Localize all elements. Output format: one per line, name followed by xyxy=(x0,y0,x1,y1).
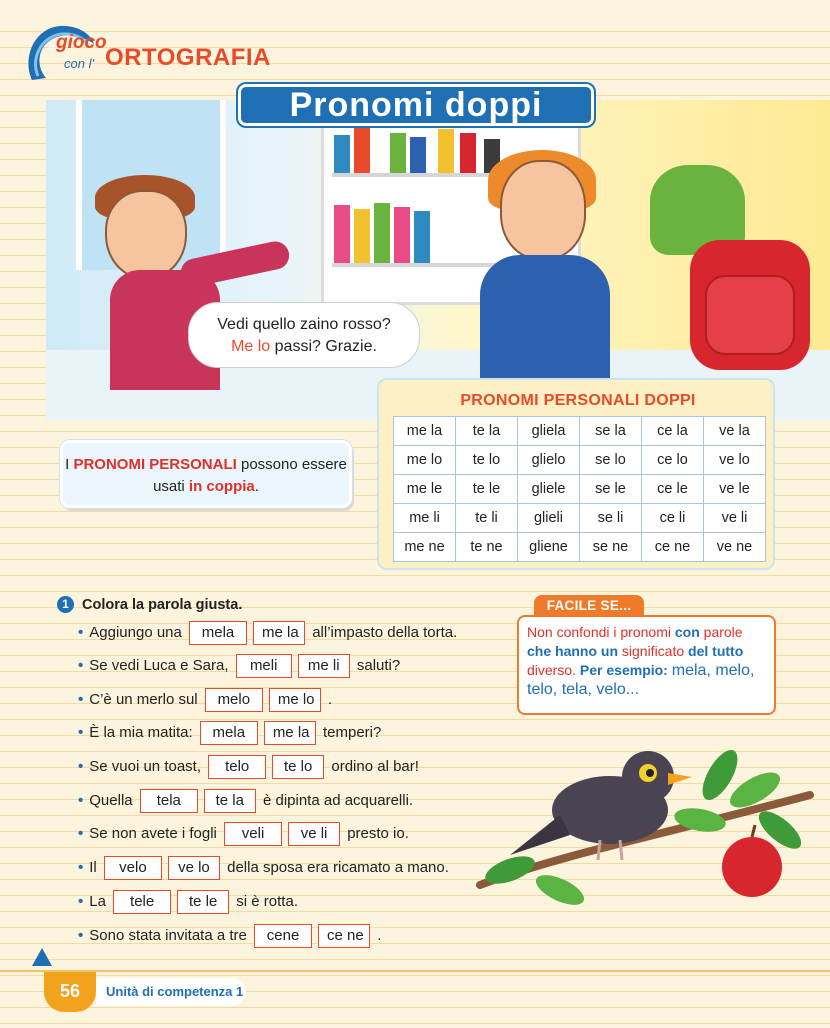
bullet-icon: • xyxy=(78,927,84,944)
page-number: 56 xyxy=(44,972,96,1012)
exercise-item xyxy=(78,922,381,950)
option-word[interactable]: ce ne xyxy=(318,924,370,948)
logo-con-text: con l' xyxy=(64,56,94,71)
facile-text: con xyxy=(674,624,700,640)
option-word[interactable]: mela xyxy=(200,721,258,745)
option-word[interactable]: te le xyxy=(177,890,229,914)
item-after: saluti? xyxy=(356,657,401,674)
unit-number: 1 xyxy=(236,984,244,999)
logo-ortografia-text: ORTOGRAFIA xyxy=(105,44,271,71)
table-cell: ce ne xyxy=(642,533,704,562)
bullet-icon: • xyxy=(78,792,84,809)
boy-right-head xyxy=(500,160,586,260)
option-word[interactable]: me lo xyxy=(269,688,321,712)
book xyxy=(460,133,476,173)
exercise-item xyxy=(78,753,419,781)
table-cell: se la xyxy=(580,417,642,446)
table-cell: me le xyxy=(394,475,456,504)
boy-left-head xyxy=(105,190,187,280)
table-cell: ce li xyxy=(642,504,704,533)
option-word[interactable]: tela xyxy=(140,789,198,813)
bullet-icon: • xyxy=(78,691,84,708)
unit-label xyxy=(96,978,246,1006)
table-cell: ce la xyxy=(642,417,704,446)
definition-box xyxy=(60,440,352,508)
table-cell: glielo xyxy=(518,446,580,475)
pronouns-box xyxy=(377,378,775,570)
speech-line-2 xyxy=(189,336,419,358)
table-cell: te ne xyxy=(456,533,518,562)
item-before: Il xyxy=(89,859,97,876)
speech-line-1: Vedi quello zaino rosso? xyxy=(217,316,391,333)
item-before: C’è un merlo sul xyxy=(89,691,198,708)
logo-in-text: in xyxy=(48,42,58,54)
definition-highlight: PRONOMI PERSONALI xyxy=(73,456,237,473)
book xyxy=(334,135,350,173)
book xyxy=(410,137,426,173)
option-word[interactable]: meli xyxy=(236,654,292,678)
item-after: presto io. xyxy=(347,825,409,842)
pronouns-table xyxy=(393,416,766,562)
bullet-icon: • xyxy=(78,825,84,842)
logo-gioco-text: gioco xyxy=(56,32,107,53)
table-cell: te la xyxy=(456,417,518,446)
option-word[interactable]: cene xyxy=(254,924,312,948)
exercise-title: Colora la parola giusta. xyxy=(82,597,243,613)
table-cell: glieli xyxy=(518,504,580,533)
book xyxy=(354,209,370,263)
table-cell: me ne xyxy=(394,533,456,562)
table-row xyxy=(394,533,766,562)
table-cell: te lo xyxy=(456,446,518,475)
exercise-item xyxy=(78,820,409,848)
definition-part: possono essere usati xyxy=(153,456,347,495)
item-before: Quella xyxy=(89,792,133,809)
option-word[interactable]: ve lo xyxy=(168,856,220,880)
option-word[interactable]: veli xyxy=(224,822,282,846)
exercise-item xyxy=(78,854,449,882)
option-word[interactable]: velo xyxy=(104,856,162,880)
facile-tab: FACILE SE... xyxy=(534,595,644,617)
exercise-item xyxy=(78,619,457,647)
facile-text: Non confondi i pronomi xyxy=(527,624,675,640)
exercise-item xyxy=(78,787,413,815)
option-word[interactable]: mela xyxy=(189,621,247,645)
definition-part: I xyxy=(65,456,74,473)
item-after: si è rotta. xyxy=(236,893,298,910)
item-before: Aggiungo una xyxy=(89,624,182,641)
facile-text: diverso. xyxy=(527,662,580,678)
table-cell: gliela xyxy=(518,417,580,446)
definition-highlight: in coppia xyxy=(188,478,255,495)
option-word[interactable]: tele xyxy=(113,890,171,914)
bullet-icon: • xyxy=(78,893,84,910)
table-row xyxy=(394,417,766,446)
bullet-icon: • xyxy=(78,624,84,641)
table-cell: se le xyxy=(580,475,642,504)
speech-bubble xyxy=(188,302,420,368)
item-before: Sono stata invitata a tre xyxy=(89,927,247,944)
option-word[interactable]: me la xyxy=(253,621,305,645)
page-title: Pronomi doppi xyxy=(238,84,594,126)
table-cell: se li xyxy=(580,504,642,533)
option-word[interactable]: me li xyxy=(298,654,350,678)
exercise-item xyxy=(78,686,332,714)
facile-text: Per esempio: xyxy=(579,662,672,678)
book xyxy=(390,133,406,173)
definition-part: . xyxy=(254,478,259,495)
option-word[interactable]: ve li xyxy=(288,822,340,846)
speech-highlight: Me lo xyxy=(231,338,271,355)
exercise-item xyxy=(78,719,381,747)
table-cell: te le xyxy=(456,475,518,504)
item-before: È la mia matita: xyxy=(89,724,193,741)
table-row xyxy=(394,504,766,533)
table-cell: se lo xyxy=(580,446,642,475)
facile-box xyxy=(517,615,776,715)
table-cell: ce le xyxy=(642,475,704,504)
footer-divider xyxy=(0,970,830,972)
bullet-icon: • xyxy=(78,724,84,741)
item-after: . xyxy=(328,691,333,708)
item-after: temperi? xyxy=(322,724,382,741)
book xyxy=(334,205,350,263)
item-after: all’impasto della torta. xyxy=(312,624,458,641)
table-row xyxy=(394,475,766,504)
item-after: . xyxy=(377,927,382,944)
item-before: Se non avete i fogli xyxy=(89,825,217,842)
speech-line-2-rest: passi? Grazie. xyxy=(270,338,377,355)
table-cell: ve la xyxy=(704,417,766,446)
facile-text: significato xyxy=(618,643,689,659)
bullet-icon: • xyxy=(78,859,84,876)
book xyxy=(438,129,454,173)
table-cell: te li xyxy=(456,504,518,533)
table-cell: me li xyxy=(394,504,456,533)
red-backpack-pocket xyxy=(705,275,795,355)
facile-text: parole xyxy=(699,624,743,640)
table-cell: ve lo xyxy=(704,446,766,475)
table-cell: me lo xyxy=(394,446,456,475)
option-word[interactable]: te la xyxy=(204,789,256,813)
facile-text: che hanno un xyxy=(527,643,618,659)
unit-text: Unità di competenza xyxy=(106,984,233,999)
table-cell: gliele xyxy=(518,475,580,504)
exercise-item xyxy=(78,652,400,680)
table-cell: ve ne xyxy=(704,533,766,562)
item-before: Se vuoi un toast, xyxy=(89,758,202,775)
facile-text: del tutto xyxy=(688,643,744,659)
exercise-item xyxy=(78,888,298,916)
book xyxy=(394,207,410,263)
option-word[interactable]: telo xyxy=(208,755,266,779)
item-after: è dipinta ad acquarelli. xyxy=(262,792,414,809)
table-cell: ce lo xyxy=(642,446,704,475)
blackbird-on-branch-illustration xyxy=(470,735,820,935)
exercise-number: 1 xyxy=(57,596,74,613)
option-word[interactable]: melo xyxy=(205,688,263,712)
table-cell: se ne xyxy=(580,533,642,562)
item-before: Se vedi Luca e Sara, xyxy=(89,657,229,674)
bullet-icon: • xyxy=(78,758,84,775)
pronouns-title: PRONOMI PERSONALI DOPPI xyxy=(460,392,696,409)
option-word[interactable]: me la xyxy=(264,721,316,745)
table-row xyxy=(394,446,766,475)
facile-examples: mela, melo, telo, tela, velo... xyxy=(527,662,755,698)
table-cell: me la xyxy=(394,417,456,446)
option-word[interactable]: te lo xyxy=(272,755,324,779)
table-cell: ve le xyxy=(704,475,766,504)
boy-right-body xyxy=(480,255,610,385)
item-before: La xyxy=(89,893,106,910)
bullet-icon: • xyxy=(78,657,84,674)
book xyxy=(374,203,390,263)
book xyxy=(354,127,370,173)
item-after: della sposa era ricamato a mano. xyxy=(227,859,449,876)
section-logo xyxy=(20,18,280,88)
item-after: ordino al bar! xyxy=(331,758,419,775)
table-cell: ve li xyxy=(704,504,766,533)
corner-triangle-icon xyxy=(32,948,52,966)
table-cell: gliene xyxy=(518,533,580,562)
book xyxy=(414,211,430,263)
